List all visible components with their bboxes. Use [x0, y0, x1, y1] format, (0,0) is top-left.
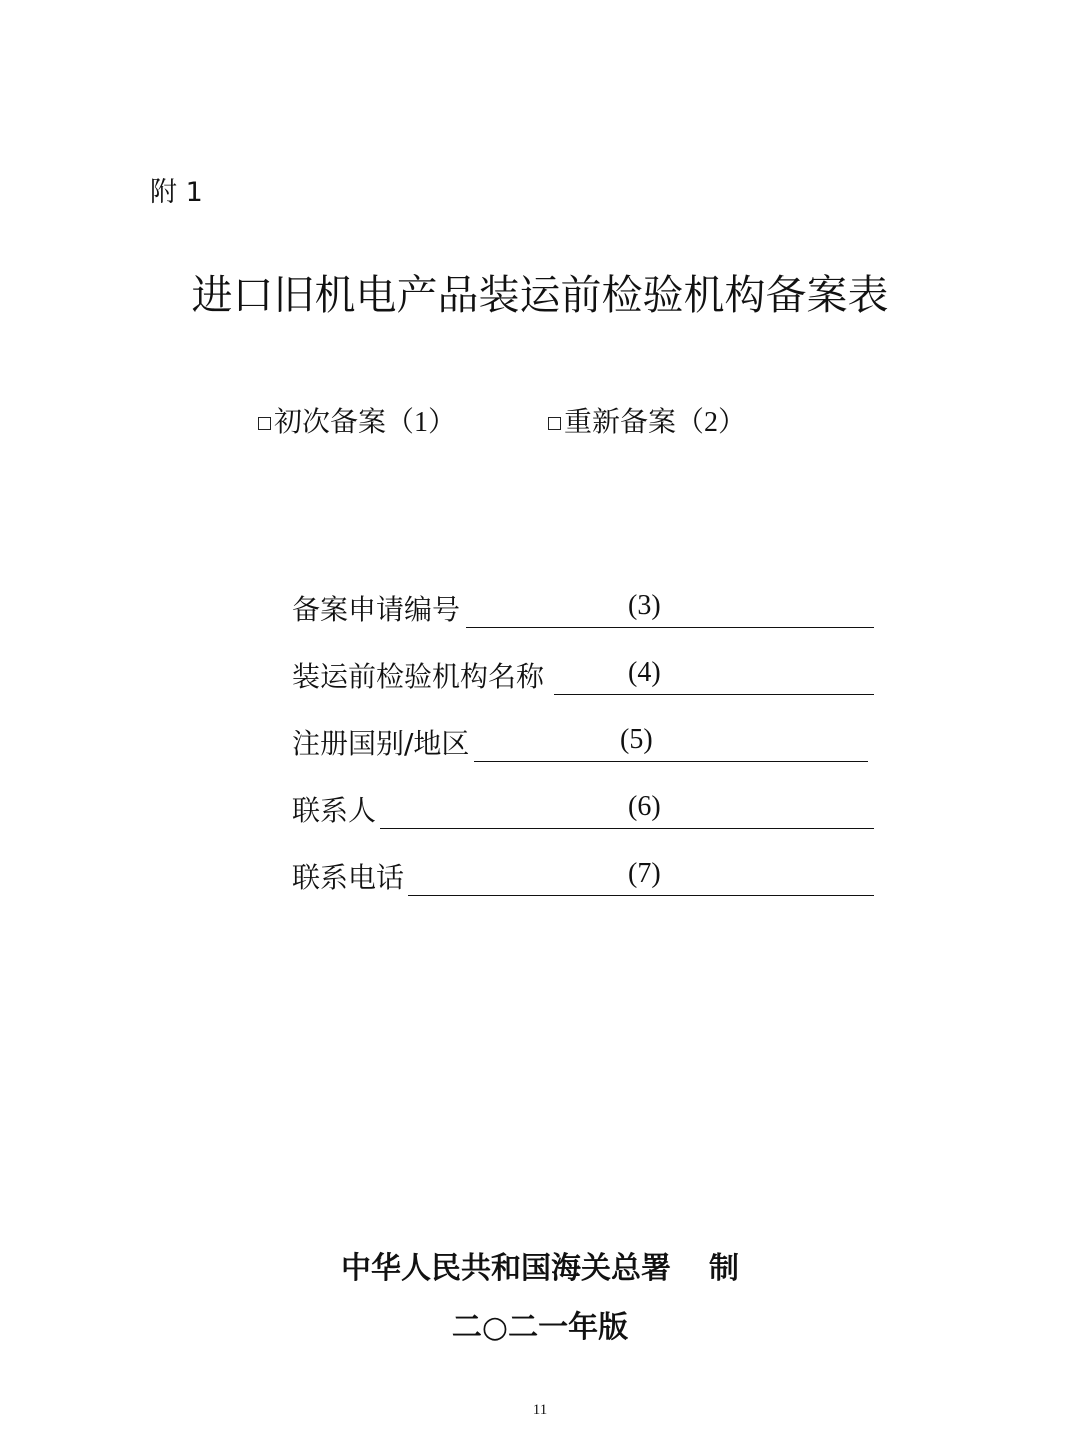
checkbox-initial-filing[interactable]: [258, 417, 271, 430]
field-filing-number-number: (3): [628, 590, 661, 621]
checkbox-re-filing[interactable]: [548, 417, 561, 430]
option-initial-filing-number: （1）: [386, 407, 457, 438]
edition-label: 二○二一年版: [451, 1310, 629, 1345]
field-contact-person-number: (6): [628, 791, 661, 822]
field-inspection-agency-name[interactable]: [292, 655, 874, 695]
field-filing-number-line[interactable]: [466, 627, 874, 628]
field-contact-phone[interactable]: [292, 856, 874, 896]
field-filing-number[interactable]: [292, 588, 874, 628]
organization-name: 中华人民共和国海关总署: [341, 1251, 671, 1286]
page-number: 11: [532, 1402, 548, 1418]
field-registered-country[interactable]: [292, 722, 868, 762]
organization-suffix: 制: [709, 1251, 739, 1286]
field-inspection-agency-name-label: 装运前检验机构名称: [292, 655, 544, 695]
form-title: 进口旧机电产品装运前检验机构备案表: [191, 271, 889, 319]
attachment-label: 附 1: [150, 177, 203, 208]
field-registered-country-line[interactable]: [474, 761, 868, 762]
option-initial-filing-label: 初次备案: [274, 405, 387, 438]
field-contact-phone-label: 联系电话: [292, 856, 404, 896]
field-inspection-agency-name-number: (4): [628, 657, 661, 688]
field-inspection-agency-name-line[interactable]: [554, 694, 874, 695]
option-re-filing-number: （2）: [676, 407, 747, 438]
field-contact-person-label: 联系人: [292, 789, 376, 829]
field-contact-person[interactable]: [292, 789, 874, 829]
field-registered-country-number: (5): [620, 724, 653, 755]
option-re-filing-label: 重新备案: [564, 405, 677, 438]
field-contact-phone-line[interactable]: [408, 895, 874, 896]
issuing-organization: [0, 1243, 1080, 1287]
option-initial-filing[interactable]: [258, 400, 456, 440]
field-filing-number-label: 备案申请编号: [292, 588, 460, 628]
field-contact-person-line[interactable]: [380, 828, 874, 829]
option-re-filing[interactable]: [548, 400, 746, 440]
field-contact-phone-number: (7): [628, 858, 661, 889]
field-registered-country-label: 注册国别/地区: [292, 722, 469, 762]
